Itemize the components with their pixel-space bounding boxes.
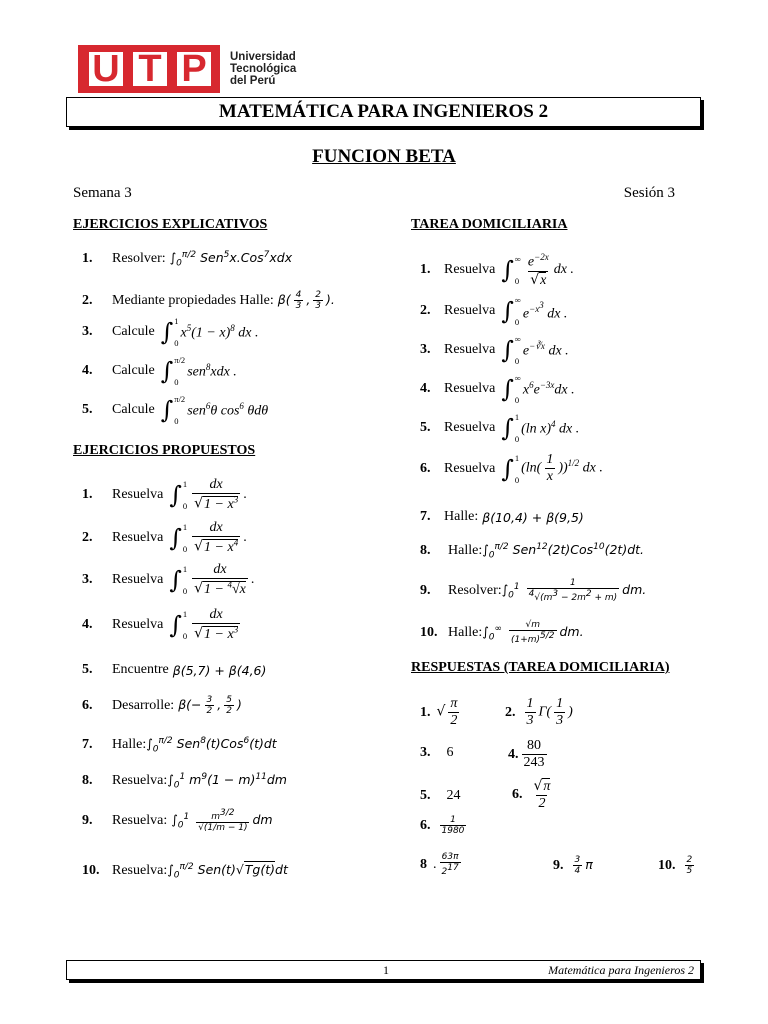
formula: $\int_0^1$ $\frac{1}{^4√(m^3 - 2m^2 + m)}$ dm. [501,578,647,603]
item-label: Resolver: [112,251,166,267]
formula: $\int_0^\infty$ $\frac{√m}{(1+m)^{5/2}}$ dm. [482,620,584,645]
tarea-10 [420,620,584,645]
item-label: Mediante propiedades Halle: [112,292,274,308]
item-label: Resuelva [444,262,496,278]
item-label: Resuelva [444,303,496,318]
respuesta-5: 5. 24 [420,788,461,803]
tarea-2: 2. Resuelva ∫ ∞ 0 $e^{-x^3}$ dx . [420,295,568,327]
formula: $e^{-x^3}$ dx . [522,299,568,322]
item-number: 2. [82,529,93,545]
item-number: 5. [82,402,93,417]
item-number: 1. [82,486,93,502]
item-label: Halle: [112,737,147,753]
propuestos-heading: EJERCICIOS PROPUESTOS [73,443,256,458]
tarea-9 [420,578,646,603]
tarea-6: 6. Resuelva ∫ 1 0 (ln( $\frac{1}{x}$ ))$^{1/2}$ dx . [420,452,603,485]
item-number: 4. [82,616,93,632]
item-number: 8. [420,543,431,559]
answer-value: 24 [446,788,461,803]
item-number: 1. [82,251,93,267]
item-label: Halle: [448,543,483,559]
item-label: Resuelva [444,342,496,357]
propuesto-2: 2. Resuelva ∫ 1 0 $\frac{dx}{√1 - x^4}$ . [82,520,247,555]
item-number: 3. [420,342,431,357]
respuesta-7: 6. $\frac{1}{1980}$ [420,815,465,836]
formula: $x^5(1 - x)^8$ dx . [180,322,259,341]
item-label: Resolver: [448,582,502,598]
item-number: 2. [420,303,431,318]
formula: β(− $\frac{3}{2}$ , $\frac{5}{2}$ ) [178,695,242,716]
page-number: 1 [383,963,389,977]
item-label: Resuelva [444,381,496,396]
tarea-4: 4. Resuelva ∫ ∞ 0 $x^6e^{-3x}dx$ . [420,373,575,405]
respuesta-2: 2. $\frac{1}{3}$ Γ( $\frac{1}{3}$ ) [505,696,573,728]
formula: $\frac{e^{-2x}}{√x}$ [527,252,549,288]
formula: $\frac{dx}{√1 - x^4}$ [194,520,239,555]
formula: $x^6e^{-3x}dx$ . [522,379,575,398]
formula: $\int_0^{\pi/2}$ Sen$^8$(t)Cos$^6$(t)dt [146,736,277,755]
logo-letter-u: U [89,52,123,86]
logo-mark [78,45,220,93]
respuesta-3: 3. 6 [420,745,454,760]
item-number: 3. [82,571,93,587]
item-number: 9. [420,582,431,598]
tarea-1: 1. Resuelva ∫ ∞ 0 $\frac{e^{-2x}}{√x}$ dx . [420,252,574,288]
item-number: 4. [82,363,93,378]
explicativo-5: 5. Calcule ∫ π/2 0 sen$^6$θ $\cos^6 \theta d\theta$ [82,394,269,426]
formula: $e^{-∛x}$ dx . [522,340,569,359]
item-label: Encuentre [112,662,169,677]
formula: β( $\frac{4}{3}$ , $\frac{2}{3}$ ). [277,290,335,311]
explicativos-heading: EJERCICIOS EXPLICATIVOS [73,217,268,232]
tarea-3: 3. Resuelva ∫ ∞ 0 $e^{-∛x}$ dx . [420,334,569,366]
propuesto-5 [82,662,266,678]
propuesto-1: 1. Resuelva ∫ 1 0 $\frac{dx}{√1 - x^3}$ . [82,477,247,512]
tarea-7 [420,509,584,525]
logo-line-3: del Perú [230,75,276,87]
logo-line-2: Tecnológica [230,63,297,75]
formula: (ln( $\frac{1}{x}$ ))$^{1/2}$ dx . [521,452,603,484]
footer-title: Matemática para Ingenieros 2 [548,963,694,977]
item-number: 10. [82,863,100,879]
item-number: 2. [82,292,93,308]
item-number: 5. [82,662,93,677]
item-number: 4. [420,381,431,396]
propuesto-7 [82,736,277,755]
item-label: Resuelva [112,486,164,502]
item-number: 8. [82,773,93,789]
page-footer [66,960,701,980]
utp-logo [78,45,296,93]
formula: $\int_0^1$ $m^9(1 - m)^{11}dm$ [167,772,287,791]
respuesta-6: 6. $\frac{√\pi}{2}$ [512,778,551,811]
respuesta-10: 10. $\frac{2}{5}$ [658,855,693,876]
item-number: 3. [82,324,93,339]
session-label: Sesión 3 [623,185,675,201]
propuesto-8 [82,772,287,791]
item-label: Resuelva: [112,863,168,879]
item-label: Halle: [444,509,479,524]
formula: (ln x)$^4$ dx . [521,418,580,437]
page-subtitle: FUNCION BETA [312,146,456,167]
item-label: Calcule [112,402,155,417]
logo-letter-t: T [133,52,167,86]
week-label: Semana 3 [73,185,132,201]
item-label: Resuelva [112,529,164,545]
item-label: Halle: [448,624,483,640]
logo-text [230,51,296,87]
item-label: Resuelva [112,616,164,632]
formula: sen$^8$xdx . [187,361,237,380]
propuesto-9 [82,808,273,833]
page-title: MATEMÁTICA PARA INGENIEROS 2 [66,97,701,127]
formula: $\int_0^{\pi/2}$ Sen(t)√Tg(t)dt [167,862,288,881]
item-number: 6. [420,460,431,476]
item-number: 1. [420,262,431,278]
propuesto-3: 3. Resuelva ∫ 1 0 $\frac{dx}{√1 - ^4√x}$ . [82,562,255,597]
item-number: 9. [82,812,93,828]
item-label: Desarrolle: [112,697,175,713]
explicativo-2 [82,290,335,311]
respuestas-heading: RESPUESTAS (TAREA DOMICILIARIA) [411,660,670,675]
formula: $\int_0^1$ $\frac{m^{3/2}}{√(1/m - 1)}$ dm [171,808,273,833]
propuesto-6 [82,695,242,716]
formula: $\int_0^{\pi/2}$ Sen$^{12}$(2t)Cos$^{10}$(2t)dt. [482,542,645,561]
formula: β(5,7) + β(4,6) [172,662,267,678]
answer-value: 6 [446,745,454,760]
formula: sen$^6$θ $\cos^6 \theta d\theta$ [187,400,269,419]
formula: $\frac{dx}{√1 - x^3}$ [194,607,239,642]
propuesto-10 [82,862,288,881]
respuesta-8: 8 . $\frac{63\pi}{2^{17}}$ [420,852,459,877]
explicativo-4: 4. Calcule ∫ π/2 0 sen$^8$xdx . [82,355,237,387]
item-label: Resuelva [444,420,496,435]
respuesta-4: 4. $\frac{80}{243}$ [508,738,545,770]
explicativo-3: 3. Calcule ∫ 1 0 $x^5(1 - x)^8$ dx . [82,316,259,348]
respuesta-1: 1. √ $\frac{\pi}{2}$ [420,696,458,728]
propuesto-4: 4. Resuelva ∫ 1 0 $\frac{dx}{√1 - x^3}$ [82,607,239,642]
formula: β(10,4) + β(9,5) [482,509,584,525]
logo-line-1: Universidad [230,51,296,63]
respuesta-9: 9. $\frac{3}{4}$ π [553,855,593,876]
formula: $\frac{dx}{√1 - ^4√x}$ [194,562,246,597]
item-number: 10. [420,624,438,640]
item-number: 7. [82,737,93,753]
formula: $\int_0^{\pi/2}$ Sen$^5$x.Cos$^7$xdx [169,250,293,269]
item-label: Calcule [112,363,155,378]
item-label: Resuelva [112,571,164,587]
tarea-heading: TAREA DOMICILIARIA [411,217,568,232]
item-number: 7. [420,509,431,524]
item-label: Resuelva: [112,773,168,789]
explicativo-1 [82,250,292,269]
item-label: Calcule [112,324,155,339]
logo-letter-p: P [177,52,211,86]
item-label: Resuelva [444,460,496,476]
item-number: 6. [82,697,93,713]
item-label: Resuelva: [112,812,168,828]
tarea-8 [420,542,644,561]
tarea-5: 5. Resuelva ∫ 1 0 (ln x)$^4$ dx . [420,412,580,444]
item-number: 5. [420,420,431,435]
formula: $\frac{dx}{√1 - x^3}$ [194,477,239,512]
